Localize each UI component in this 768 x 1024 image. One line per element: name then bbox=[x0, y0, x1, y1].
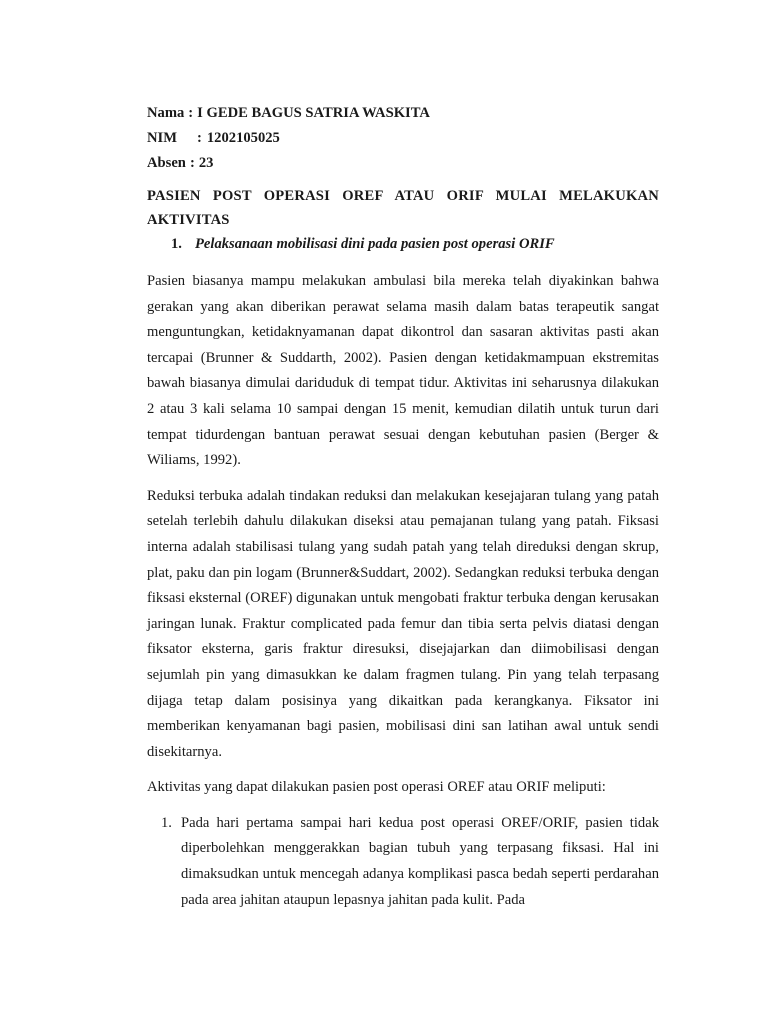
nama-value: I GEDE BAGUS SATRIA WASKITA bbox=[197, 105, 430, 121]
paragraph-3: Aktivitas yang dapat dilakukan pasien post operasi OREF atau ORIF meliputi: bbox=[147, 779, 606, 796]
document-content bbox=[147, 101, 659, 913]
paragraph-2: Reduksi terbuka adalah tindakan reduksi dan melakukan kesejajaran tulang yang patah setelah terlebih dahulu dilakukan diseksi atau pemajanan tulang yang patah. Fiksasi interna adalah stabilisasi tulang yang sudah patah yang telah direduksi dengan skrup, plat, paku dan pin logam (Brunner&Suddart, 2002). Sedangkan reduksi terbuka dengan fiksasi eksternal (OREF) digunakan untuk mengobati fraktur terbuka dengan kerusakan jaringan lunak. Fraktur complicated pada femur dan tibia serta pelvis diatasi dengan fiksator eksterna, garis fraktur diresuksi, disejajarkan dan diimobilisasi dengan sejumlah pin yang dimasukkan ke dalam fragmen tulang. Pin yang telah terpasang dijaga tetap dalam posisinya yang dikaitkan pada kerangkanya. Fiksator ini memberikan kenyamanan bagi pasien, mobilisasi dini san latihan awal untuk sendi disekitarnya. bbox=[147, 487, 659, 760]
absen-label: Absen bbox=[147, 155, 186, 171]
section-number: 1. bbox=[171, 236, 182, 252]
header-absen bbox=[147, 151, 659, 176]
header-nim bbox=[147, 126, 659, 151]
absen-separator: : bbox=[189, 155, 195, 171]
absen-value: 23 bbox=[198, 155, 214, 171]
nim-value: 1202105025 bbox=[206, 130, 280, 146]
nim-label: NIM bbox=[147, 130, 177, 146]
section-heading bbox=[147, 232, 659, 256]
paragraph-1: Pasien biasanya mampu melakukan ambulasi bila mereka telah diyakinkan bahwa gerakan yang akan diberikan perawat selama masih dalam batas terapeutik sangat menguntungkan, ketidaknyamanan dapat dikontrol dan sasaran aktivitas pasti akan tercapai (Brunner & Suddarth, 2002). Pasien dengan ketidakmampuan ekstremitas bawah biasanya dimulai dariduduk di tempat tidur. Aktivitas ini seharusnya dilakukan 2 atau 3 kali selama 10 sampai dengan 15 menit, kemudian dilatih untuk turun dari tempat tidurdengan bantuan perawat sesuai dengan kebutuhan pasien (Berger & Wiliams, 1992). bbox=[147, 273, 659, 469]
header-nama bbox=[147, 101, 659, 126]
nama-separator: : bbox=[188, 105, 194, 121]
list-item bbox=[147, 811, 659, 913]
nim-separator: : bbox=[197, 130, 202, 146]
document-title: PASIEN POST OPERASI OREF ATAU ORIF MULAI MELAKUKAN AKTIVITAS bbox=[147, 188, 659, 228]
list-item-text: Pada hari pertama sampai hari kedua post operasi OREF/ORIF, pasien tidak diperbolehkan menggerakkan bagian tubuh yang terpasang fiksasi. Hal ini dimaksudkan untuk mencegah adanya komplikasi pasca bedah seperti perdarahan pada area jahitan ataupun lepasnya jahitan pada kulit. Pada bbox=[181, 814, 659, 908]
activity-list bbox=[147, 811, 659, 913]
list-item-number: 1. bbox=[161, 814, 172, 831]
section-heading-text: Pelaksanaan mobilisasi dini pada pasien post operasi ORIF bbox=[195, 236, 555, 252]
nama-label: Nama bbox=[147, 105, 185, 121]
